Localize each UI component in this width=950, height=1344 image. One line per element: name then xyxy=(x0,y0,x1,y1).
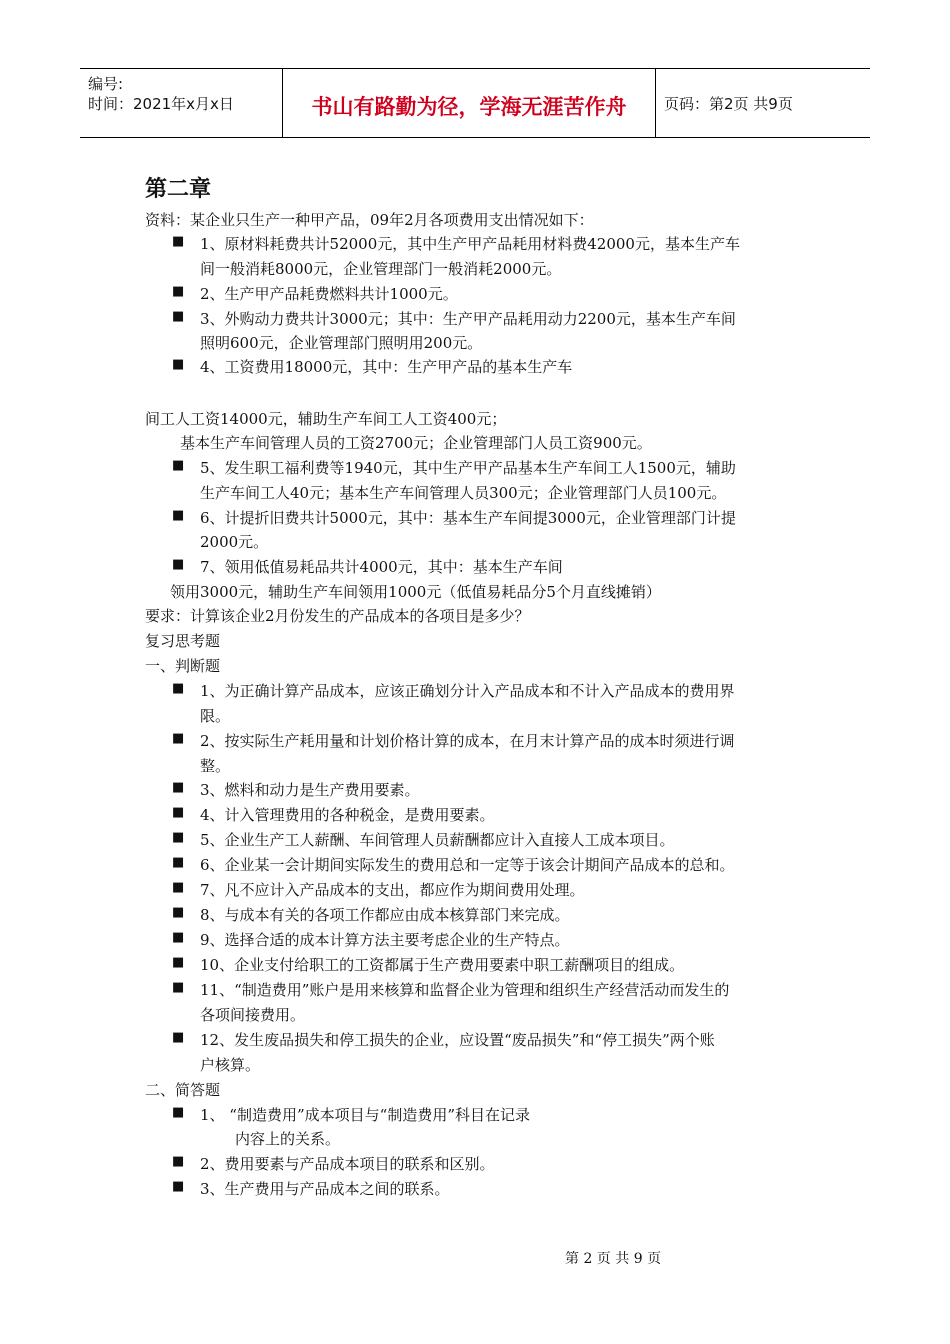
text-line: 2、生产甲产品耗费燃料共计1000元。 xyxy=(200,285,458,303)
text-line: 1、原材料耗费共计52000元，其中生产甲产品耗用材料费42000元，基本生产车 xyxy=(200,235,740,253)
bullet-icon: ■ xyxy=(172,458,185,473)
bullet-icon: ■ xyxy=(172,1105,185,1120)
text-line: 3、生产费用与产品成本之间的联系。 xyxy=(200,1180,450,1198)
bullet-icon: ■ xyxy=(172,930,185,945)
header-right-cell xyxy=(656,69,870,137)
text-line: 间工人工资14000元，辅助生产车间工人工资400元； xyxy=(145,410,507,428)
bullet-icon: ■ xyxy=(172,880,185,895)
bullet-icon: ■ xyxy=(172,508,185,523)
time-label: 时间：2021年x月x日 xyxy=(88,95,234,113)
bullet-icon: ■ xyxy=(172,855,185,870)
text-line: 5、企业生产工人薪酬、车间管理人员薪酬都应计入直接人工成本项目。 xyxy=(200,831,675,849)
bullet-icon: ■ xyxy=(172,557,185,572)
text-line: 整。 xyxy=(200,757,231,775)
bullet-icon: ■ xyxy=(172,980,185,995)
bullet-icon: ■ xyxy=(172,780,185,795)
motto: 书山有路勤为径，学海无涯苦作舟 xyxy=(311,95,627,119)
bullet-icon: ■ xyxy=(172,681,185,696)
bullet-icon: ■ xyxy=(172,805,185,820)
text-line: 11、“制造费用”账户是用来核算和监督企业为管理和组织生产经营活动而发生的 xyxy=(200,981,730,999)
text-line: 二、简答题 xyxy=(145,1081,221,1099)
text-line: 3、燃料和动力是生产费用要素。 xyxy=(200,781,420,799)
header-left-cell xyxy=(80,69,282,137)
text-line: 6、企业某一会计期间实际发生的费用总和一定等于该会计期间产品成本的总和。 xyxy=(200,856,735,874)
chapter-title: 第二章 xyxy=(145,177,212,202)
text-line: 3、外购动力费共计3000元；其中：生产甲产品耗用动力2200元，基本生产车间 xyxy=(200,310,736,328)
text-line: 要求：计算该企业2月份发生的产品成本的各项目是多少？ xyxy=(145,607,530,625)
number-label: 编号: xyxy=(88,75,124,93)
text-line: 内容上的关系。 xyxy=(235,1130,341,1148)
page-code: 页码：第2页 共9页 xyxy=(664,95,793,113)
bullet-icon: ■ xyxy=(172,830,185,845)
text-line: 6、计提折旧费共计5000元，其中：基本生产车间提3000元，企业管理部门计提 xyxy=(200,509,736,527)
text-line: 领用3000元，辅助生产车间领用1000元（低值易耗品分5个月直线摊销） xyxy=(170,583,661,601)
bullet-icon: ■ xyxy=(172,234,185,249)
text-line: 1、为正确计算产品成本，应该正确划分计入产品成本和不计入产品成本的费用界 xyxy=(200,682,735,700)
text-line: 12、发生废品损失和停工损失的企业，应设置“废品损失”和“停工损失”两个账 xyxy=(200,1031,715,1049)
text-line: 2、费用要素与产品成本项目的联系和区别。 xyxy=(200,1155,495,1173)
text-line: 10、企业支付给职工的工资都属于生产费用要素中职工薪酬项目的组成。 xyxy=(200,956,685,974)
text-line: 5、发生职工福利费等1940元，其中生产甲产品基本生产车间工人1500元，辅助 xyxy=(200,459,736,477)
bullet-icon: ■ xyxy=(172,309,185,324)
text-line: 生产车间工人40元；基本生产车间管理人员300元；企业管理部门人员100元。 xyxy=(200,484,727,502)
bullet-icon: ■ xyxy=(172,1154,185,1169)
text-line: 2、按实际生产耗用量和计划价格计算的成本，在月末计算产品的成本时须进行调 xyxy=(200,732,735,750)
text-line: 4、工资费用18000元，其中：生产甲产品的基本生产车 xyxy=(200,358,573,376)
text-line: 9、选择合适的成本计算方法主要考虑企业的生产特点。 xyxy=(200,931,570,949)
bullet-icon: ■ xyxy=(172,284,185,299)
text-line: 8、与成本有关的各项工作都应由成本核算部门来完成。 xyxy=(200,906,570,924)
bullet-icon: ■ xyxy=(172,731,185,746)
bullet-icon: ■ xyxy=(172,955,185,970)
text-line: 7、领用低值易耗品共计4000元，其中：基本生产车间 xyxy=(200,558,563,576)
bullet-icon: ■ xyxy=(172,357,185,372)
text-line: 复习思考题 xyxy=(145,632,221,650)
bullet-icon: ■ xyxy=(172,1179,185,1194)
text-line: 基本生产车间管理人员的工资2700元；企业管理部门人员工资900元。 xyxy=(180,434,652,452)
text-line: 4、计入管理费用的各种税金，是费用要素。 xyxy=(200,806,495,824)
text-line: 资料：某企业只生产一种甲产品，09年2月各项费用支出情况如下： xyxy=(145,211,594,229)
bullet-icon: ■ xyxy=(172,905,185,920)
text-line: 户核算。 xyxy=(200,1056,261,1074)
text-line: 7、凡不应计入产品成本的支出，都应作为期间费用处理。 xyxy=(200,881,585,899)
text-line: 一、判断题 xyxy=(145,657,221,675)
text-line: 照明600元，企业管理部门照明用200元。 xyxy=(200,334,483,352)
text-line: 各项间接费用。 xyxy=(200,1006,306,1024)
header-center-cell xyxy=(282,69,656,137)
page-footer: 第 2 页 共 9 页 xyxy=(565,1251,662,1267)
text-line: 2000元。 xyxy=(200,533,269,551)
page-header xyxy=(80,68,870,138)
text-line: 间一般消耗8000元，企业管理部门一般消耗2000元。 xyxy=(200,260,562,278)
text-line: 限。 xyxy=(200,707,231,725)
bullet-icon: ■ xyxy=(172,1030,185,1045)
text-line: 1、 “制造费用”成本项目与“制造费用”科目在记录 xyxy=(200,1106,530,1124)
